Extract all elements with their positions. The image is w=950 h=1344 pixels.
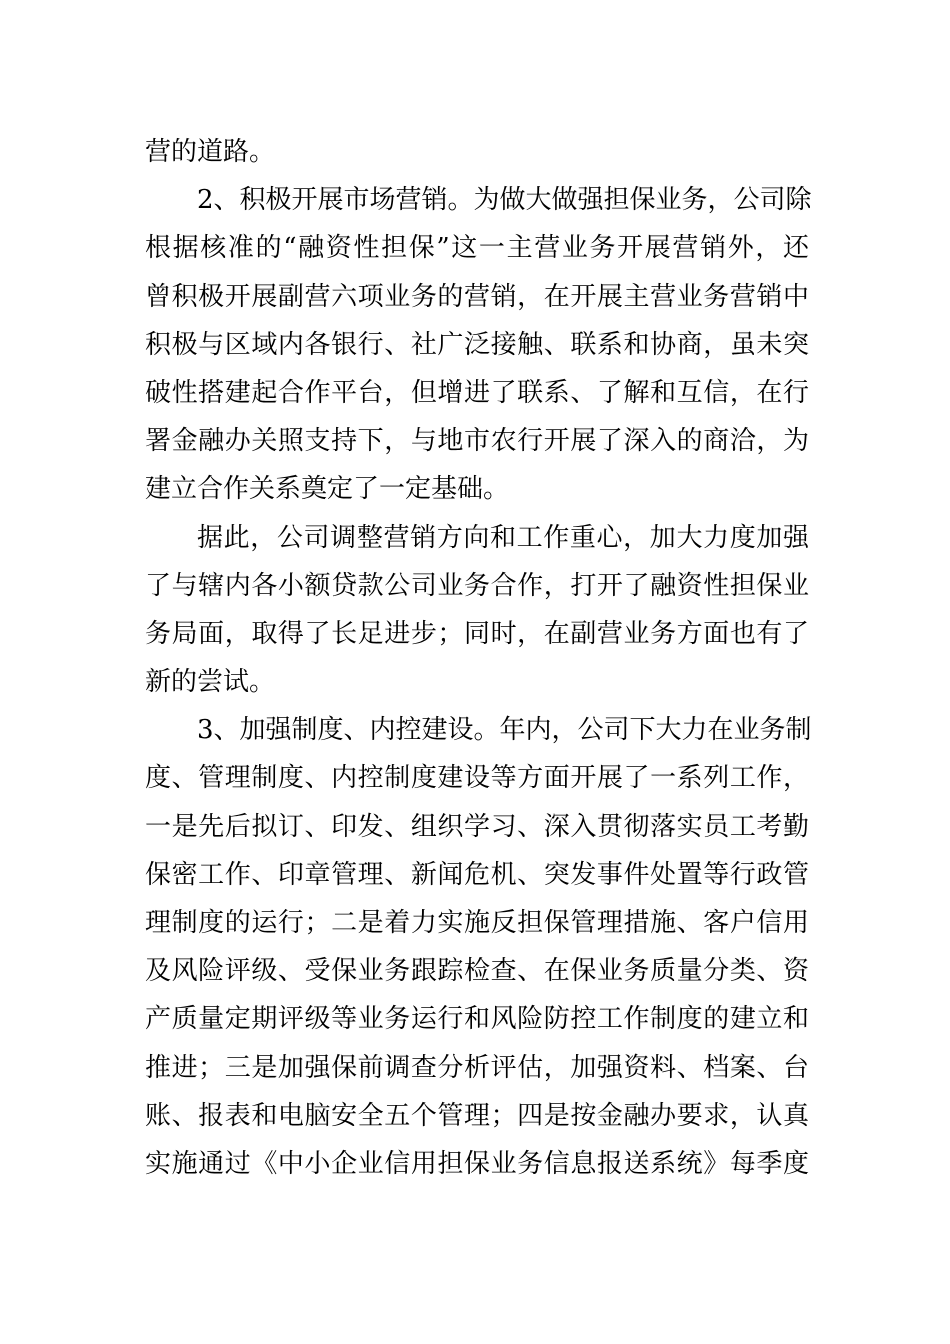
text-line: 积极与区域内各银行、社广泛接触、联系和协商，虽未突 xyxy=(145,329,809,360)
text-line: 实施通过《中小企业信用担保业务信息报送系统》每季度 xyxy=(145,1148,809,1179)
text-line: 推进；三是加强保前调查分析评估，加强资料、档案、台 xyxy=(145,1052,809,1083)
text-line: 3、加强制度、内控建设。年内，公司下大力在业务制 xyxy=(197,715,812,746)
text-line: 根据核准的“融资性担保”这一主营业务开展营销外，还 xyxy=(145,233,809,264)
text-line: 务局面，取得了长足进步；同时，在副营业务方面也有了 xyxy=(145,618,809,649)
text-line: 账、报表和电脑安全五个管理；四是按金融办要求，认真 xyxy=(145,1100,809,1131)
text-line: 及风险评级、受保业务跟踪检查、在保业务质量分类、资 xyxy=(145,956,809,987)
text-line: 营的道路。 xyxy=(145,137,276,167)
text-line: 度、管理制度、内控制度建设等方面开展了一系列工作， xyxy=(145,763,809,794)
text-line: 新的尝试。 xyxy=(145,667,276,698)
document-body xyxy=(145,128,812,1188)
text-line: 曾积极开展副营六项业务的营销，在开展主营业务营销中 xyxy=(145,281,809,312)
text-line: 理制度的运行；二是着力实施反担保管理措施、客户信用 xyxy=(145,908,809,938)
text-line: 据此，公司调整营销方向和工作重心，加大力度加强 xyxy=(197,522,809,553)
text-line: 一是先后拟订、印发、组织学习、深入贯彻落实员工考勤 xyxy=(145,811,809,842)
text-line: 保密工作、印章管理、新闻危机、突发事件处置等行政管 xyxy=(145,859,809,890)
text-line: 了与辖内各小额贷款公司业务合作，打开了融资性担保业 xyxy=(145,570,809,601)
text-line: 产质量定期评级等业务运行和风险防控工作制度的建立和 xyxy=(145,1004,809,1035)
text-line: 署金融办关照支持下，与地市农行开展了深入的商洽，为 xyxy=(145,426,809,457)
text-line: 建立合作关系奠定了一定基础。 xyxy=(145,474,510,505)
text-line: 破性搭建起合作平台，但增进了联系、了解和互信，在行 xyxy=(145,377,809,408)
text-line: 2、积极开展市场营销。为做大做强担保业务，公司除 xyxy=(197,185,812,216)
